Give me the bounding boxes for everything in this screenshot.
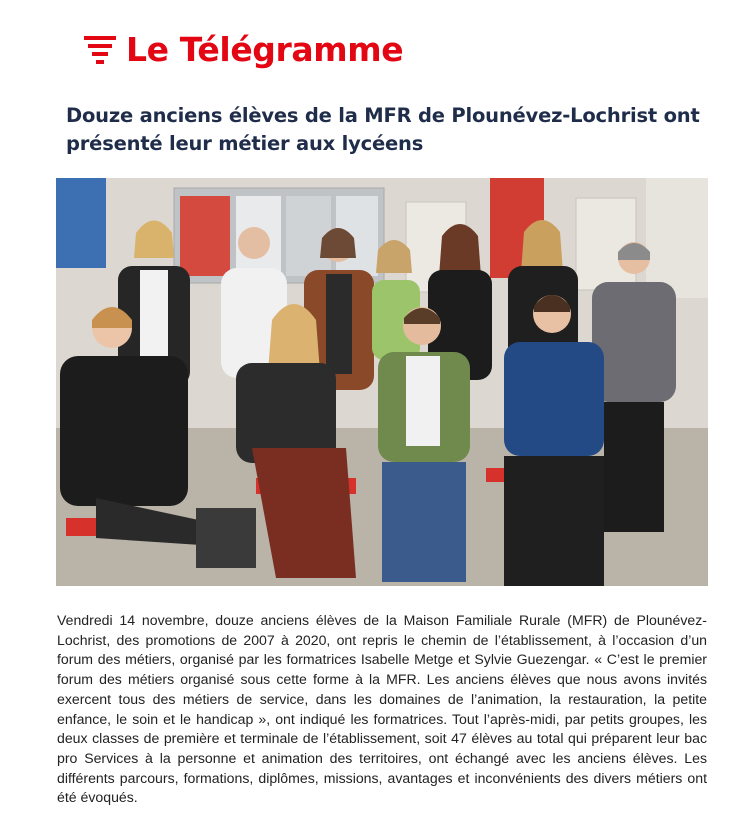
article-headline: Douze anciens élèves de la MFR de Plounévez-Lochrist ont présenté leur métier aux lycéens [66, 104, 700, 155]
article-body: Vendredi 14 novembre, douze anciens élèves de la Maison Familiale Rurale (MFR) de Plounévez-Lochrist, des promotions de 2007 à 2020, ont repris le chemin de l’établissement, à l’occasion d’un forum des métiers, organisé par les formatrices Isabelle Metge et Sylvie Guezengar. « C’est le premier forum des métiers organisé sous cette forme à la MFR. Les anciens élèves que nous avons invités exercent tous des métiers de service, dans les domaines de l’animation, la restauration, la petite enfance, le soin et le handicap », ont indiqué les formatrices. Tout l’après-midi, par petits groupes, les deux classes de première et terminale de l’établissement, soit 47 élèves au total qui préparent leur bac pro Services à la personne et animation des territoires, ont échangé avec les anciens élèves. Les différents parcours, formations, diplômes, missions, avantages et inconvénients des divers métiers ont été évoqués. [57, 612, 707, 806]
masthead [84, 26, 403, 72]
telegramme-logo-icon[interactable] [84, 33, 116, 65]
article-photo [56, 178, 708, 586]
group-photo-image [56, 178, 708, 586]
masthead-title[interactable]: Le Télégramme [126, 29, 404, 69]
